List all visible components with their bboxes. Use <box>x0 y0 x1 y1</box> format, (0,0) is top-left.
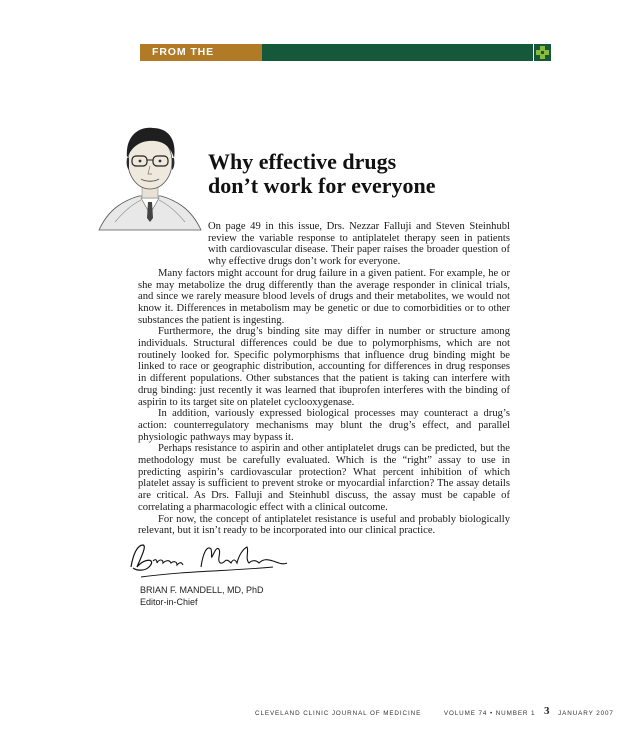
section-label: FROM THE EDITOR <box>140 44 262 61</box>
headline-line-2: don’t work for everyone <box>208 173 436 198</box>
cross-icon <box>534 44 551 61</box>
page-number: 3 <box>544 705 550 717</box>
article-headline <box>208 150 508 198</box>
footer-date: JANUARY 2007 <box>558 710 614 717</box>
footer-journal: CLEVELAND CLINIC JOURNAL OF MEDICINE <box>255 710 422 717</box>
article-paragraph: For now, the concept of antiplatelet resistance is useful and probably biologically relevant, but it isn’t ready to be incorporated into our clinical practice. <box>138 513 510 537</box>
page-footer <box>255 710 620 717</box>
handwritten-signature <box>123 537 293 585</box>
section-banner <box>140 44 533 75</box>
footer-issue: VOLUME 74 • NUMBER 1 <box>443 710 536 717</box>
article-body <box>138 221 510 537</box>
article-paragraph: In addition, variously expressed biological processes may counteract a drug’s action: counterregulatory mechanisms may blunt the drug’s effect, and parallel physiologic pathways may bypass it. <box>138 408 510 443</box>
article-paragraph: Perhaps resistance to aspirin and other antiplatelet drugs can be predicted, but the methodology must be carefully evaluated. Which is the “right” assay to use in predicting aspirin’s cardiovascular protection? What percent inhibition of which platelet assay is sufficient to prevent stroke or myocardial infarction? The assay details are critical. As Drs. Falluji and Steinhubl discuss, the assay must be capable of correlating a pharmacologic effect with a clinical outcome. <box>138 443 510 513</box>
author-name: BRIAN F. MANDELL, MD, PhD <box>140 585 264 595</box>
article-paragraph: On page 49 in this issue, Drs. Nezzar Falluji and Steven Steinhubl review the variable response to antiplatelet therapy seen in patients with cardiovascular disease. Their paper raises the broader question of why effective drugs don’t work for everyone. <box>208 221 510 268</box>
editor-portrait-image <box>95 118 205 236</box>
author-title: Editor-in-Chief <box>140 597 198 607</box>
headline-line-1: Why effective drugs <box>208 149 397 174</box>
article-paragraph: Many factors might account for drug failure in a given patient. For example, he or she may metabolize the drug differently than the average responder in clinical trials, and since we rarely measure blood levels of drugs and their metabolites, we would not know it. Differences in metabolism may be genetic or due to comorbidities or to other substances the patient is ingesting. <box>138 267 510 326</box>
article-paragraph: Furthermore, the drug’s binding site may differ in number or structure among individuals. Structural differences could be due to polymorphisms, which are not routinely looked for. Specific polymorphisms that influence drug binding might be linked to race or geographic distribution, accounting for differences in drug responses in different populations. Other substances that the patient is taking can interfere with drug binding: just recently it was learned that ibuprofen interferes with the binding of aspirin to its target site on platelet cyclooxygenase. <box>138 326 510 408</box>
